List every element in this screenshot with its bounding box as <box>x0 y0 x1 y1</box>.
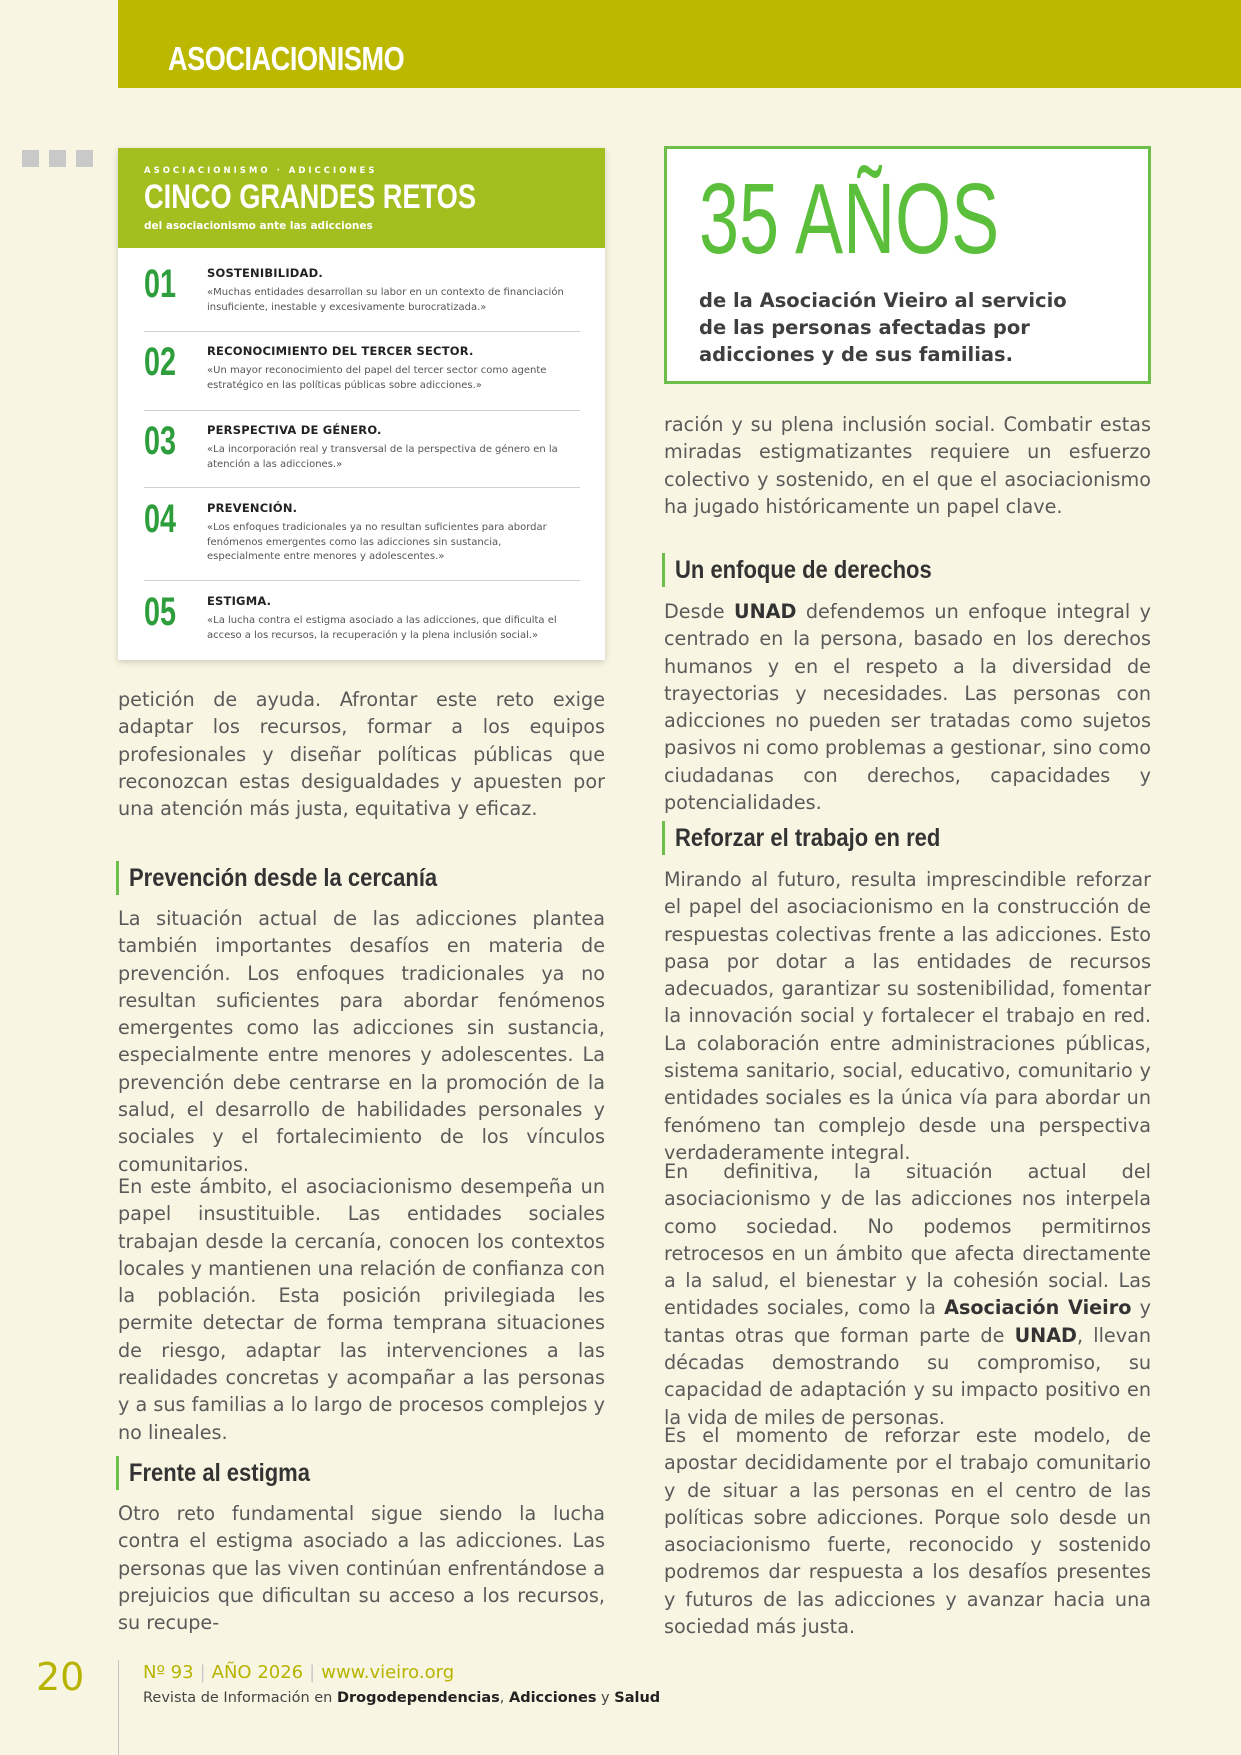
text-run: defendemos un enfoque integral y centrado en la persona, basado en los derechos humanos y en el respeto a la diversidad de trayectorias y necesidades. Las personas con adicciones no pueden ser tratadas como sujetos pasivos ni como problemas a gestionar, sino como ciudadanas con derechos, capacidades y potencialidades. <box>664 600 1151 815</box>
website-link[interactable]: www.vieiro.org <box>321 1662 455 1683</box>
challenge-label: PREVENCIÓN. <box>207 501 298 515</box>
challenge-label: SOSTENIBILIDAD. <box>207 266 323 280</box>
challenge-number: 05 <box>144 590 177 634</box>
body-paragraph <box>664 1158 1151 1431</box>
vieiro-name: Asociación Vieiro <box>944 1296 1132 1320</box>
section-heading <box>116 861 479 895</box>
body-paragraph: ración y su plena inclusión social. Combatir estas miradas estigmatizantes requiere un esfuerzo colectivo y sostenido, en el que el asociacionismo ha jugado históricamente un papel clave. <box>664 413 1151 518</box>
challenge-number: 01 <box>144 262 177 306</box>
text-run: Desde <box>664 600 734 623</box>
challenge-number: 04 <box>144 497 177 541</box>
text-run: Adicciones <box>508 1690 597 1706</box>
challenge-number: 02 <box>144 340 177 384</box>
challenge-label: ESTIGMA. <box>207 594 272 608</box>
footer-issue-line: Nº 93 | AÑO 2026 | www.vieiro.org <box>143 1662 455 1683</box>
section-heading <box>662 821 976 855</box>
body-paragraph: La situación actual de las adicciones plantea también importantes desafíos en materia de prevención. Los enfoques tradicionales ya no resultan suficientes para abordar fenómenos emergentes como las adicciones sin sustancia, especialmente entre menores y adolescentes. La prevención debe centrarse en la promoción de la salud, el desarrollo de habilidades personales y sociales y el fortalecimiento de los vínculos comunitarios. <box>118 907 605 1176</box>
divider <box>144 580 580 581</box>
body-paragraph: Es el momento de reforzar este modelo, de apostar decididamente por el trabajo comunitario y de situar a las personas en el centro de las políticas sobre adicciones. Porque solo desde un asociacionismo fuerte, reconocido y sostenido podremos dar respuesta a los desafíos presentes y futuros de las adicciones y avanzar hacia una sociedad más justa. <box>664 1424 1151 1639</box>
challenge-number: 03 <box>144 419 177 463</box>
unad-name: UNAD <box>734 600 797 623</box>
challenge-quote: «La lucha contra el estigma asociado a las adicciones, que dificulta el acceso a los recursos, la recuperación y la plena inclusión social.» <box>207 615 557 641</box>
body-paragraph: petición de ayuda. Afrontar este reto exige adaptar los recursos, formar a los equipos profesionales y diseñar políticas públicas que reconozcan estas desigualdades y apuesten por una atención más justa, equitativa y eficaz. <box>118 688 605 821</box>
body-paragraph: En este ámbito, el asociacionismo desempeña un papel insustituible. Las entidades sociales trabajan desde la cercanía, conocen los contextos locales y mantienen una relación de confianza con la población. Esta posición privilegiada les permite detectar de forma temprana situaciones de riesgo, adaptar las intervenciones a las realidades concretas y acompañar a las personas y a sus familias a lo largo de procesos complejos y no lineales. <box>118 1175 605 1444</box>
page-number: 20 <box>36 1655 85 1699</box>
callout-text: de la Asociación Vieiro al servicio de las personas afectadas por adicciones y de sus familias. <box>699 289 1067 366</box>
text-run: En definitiva, la situación actual del asociacionismo y de las adicciones nos interpela como sociedad. No podemos permitirnos retrocesos en un ámbito que afecta directamente a la salud, el bienestar y la cohesión social. Las entidades sociales, como la <box>664 1160 1151 1320</box>
issue-year: AÑO 2026 <box>211 1662 304 1683</box>
unad-name: UNAD <box>1014 1323 1077 1347</box>
section-heading-text: Prevención desde la cercanía <box>129 864 438 892</box>
text-run: y tantas otras que forman parte de <box>664 1296 1151 1347</box>
section-heading-text: Frente al estigma <box>129 1459 310 1487</box>
challenge-quote: «La incorporación real y transversal de la perspectiva de género en la atención a las adicciones.» <box>207 444 558 470</box>
infographic-header <box>118 148 605 248</box>
divider <box>144 331 580 332</box>
text-run: , <box>499 1690 509 1706</box>
infographic-five-challenges <box>118 148 605 660</box>
challenge-quote: «Un mayor reconocimiento del papel del tercer sector como agente estratégico en las políticas públicas sobre adicciones.» <box>207 365 547 391</box>
body-paragraph: Otro reto fundamental sigue siendo la lucha contra el estigma asociado a las adicciones. Las personas que las viven continúan enfrentándose a prejuicios que dificultan su acceso a los recursos, su recupe- <box>118 1502 605 1635</box>
challenge-label: RECONOCIMIENTO DEL TERCER SECTOR. <box>207 344 474 358</box>
journal-name <box>143 1690 660 1706</box>
section-title: ASOCIACIONISMO <box>168 40 405 77</box>
infographic-subtitle: del asociacionismo ante las adicciones <box>144 220 373 232</box>
divider <box>144 487 580 488</box>
section-heading-text: Un enfoque de derechos <box>675 556 932 584</box>
body-paragraph <box>664 598 1151 816</box>
decorative-squares <box>22 150 103 171</box>
section-heading <box>116 1456 335 1490</box>
challenge-label: PERSPECTIVA DE GÉNERO. <box>207 423 382 437</box>
section-heading-text: Reforzar el trabajo en red <box>675 824 941 852</box>
text-run: , llevan décadas demostrando su compromiso, su capacidad de adaptación y su impacto positivo en la vida de miles de personas. <box>664 1323 1151 1429</box>
text-run: Revista de Información en <box>143 1690 337 1706</box>
challenge-quote: «Muchas entidades desarrollan su labor en un contexto de financiación insuficiente, inestable y excesivamente burocratizada.» <box>207 287 564 313</box>
text-run: y <box>596 1690 615 1706</box>
section-heading <box>662 553 967 587</box>
anniversary-callout <box>664 146 1151 384</box>
divider <box>144 410 580 411</box>
footer-divider <box>118 1660 119 1755</box>
callout-headline: 35 AÑOS <box>699 163 1000 275</box>
challenge-quote: «Los enfoques tradicionales ya no resultan suficientes para abordar fenómenos emergentes como las adicciones sin sustancia, especialmente entre menores y adolescentes.» <box>207 522 547 562</box>
text-run: Drogodependencias <box>336 1690 500 1706</box>
text-run: Salud <box>614 1690 661 1706</box>
issue-number: Nº 93 <box>143 1662 194 1683</box>
infographic-kicker: ASOCIACIONISMO · ADICCIONES <box>144 166 378 176</box>
body-paragraph: Mirando al futuro, resulta imprescindible reforzar el papel del asociacionismo en la construcción de respuestas colectivas frente a las adicciones. Esto pasa por dotar a las entidades de recursos adecuados, garantizar su sostenibilidad, fomentar la innovación social y fortalecer el trabajo en red. La colaboración entre administraciones públicas, sistema sanitario, social, educativo, comunitario y entidades sociales es la única vía para abordar un fenómeno tan complejo desde una perspectiva verdaderamente integral. <box>664 868 1151 1164</box>
infographic-title: CINCO GRANDES RETOS <box>144 178 476 216</box>
